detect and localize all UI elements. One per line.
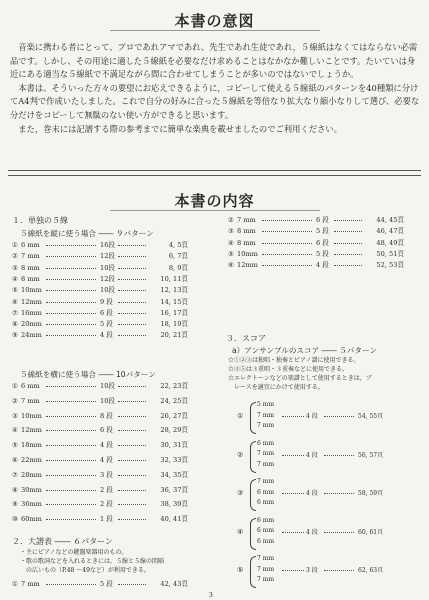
row-page-ref: 24, 25頁 <box>160 396 188 405</box>
leader-dots <box>46 504 96 505</box>
brace-staff-size: 7 mm <box>257 411 275 419</box>
content-row <box>12 330 187 340</box>
content-row <box>12 251 187 261</box>
intro-paragraph: また，巻末には記譜する際の参考までに簡単な楽典を載せましたのでご利用ください。 <box>18 123 342 134</box>
row-staff-count: 12段 <box>100 252 115 261</box>
row-staff-size: 8 mm <box>237 227 256 236</box>
row-number: ⑥ <box>228 261 234 270</box>
brace-number: ④ <box>237 527 244 536</box>
divider <box>8 170 421 171</box>
row-page-ref: 10, 11頁 <box>160 274 188 283</box>
content-row <box>12 579 187 589</box>
row-page-ref: 12, 13頁 <box>160 286 188 295</box>
row-page-ref: 42, 43頁 <box>160 580 188 588</box>
brace-staff-size: 6 mm <box>257 439 275 447</box>
row-staff-size: 18mm <box>21 441 42 450</box>
leader-dots <box>118 460 146 461</box>
section-3-sub-heading: a）アンサンブルのスコア ―― ５パターン <box>232 346 378 355</box>
leader-dots <box>262 220 312 221</box>
brace-staff-size: 6 mm <box>257 516 275 524</box>
leader-dots <box>118 256 146 257</box>
group-a-label: ５線紙を縦に使う場合 ―― ９パターン <box>20 229 154 238</box>
row-number: ⑤ <box>12 441 18 450</box>
leader-dots <box>46 335 96 336</box>
brace-staff-count: 4 段 <box>306 451 318 459</box>
brace-bracket <box>250 518 256 550</box>
row-page-ref: 40, 41頁 <box>160 515 188 524</box>
row-staff-size: 7 mm <box>21 396 40 405</box>
row-page-ref: 34, 35頁 <box>160 470 188 479</box>
section-3-heading: ３．スコア <box>226 334 266 343</box>
brace-page-ref: 54, 55頁 <box>358 413 384 420</box>
section-3-note: レースを適宜にかけて使用する。 <box>228 384 324 391</box>
row-staff-count: 5 段 <box>100 320 113 329</box>
leader-dots <box>334 220 362 221</box>
row-staff-size: 20mm <box>21 320 42 329</box>
intro-title-rule <box>110 30 320 31</box>
content-row <box>228 260 403 270</box>
brace-staff-count: 4 段 <box>306 413 318 420</box>
row-page-ref: 8, 9頁 <box>168 263 188 272</box>
leader-dots <box>324 455 354 456</box>
row-staff-count: 4 段 <box>316 261 329 270</box>
group-b-label: ５線紙を横に使う場合 ―― 10パターン <box>20 370 156 379</box>
row-page-ref: 50, 51頁 <box>376 249 404 258</box>
intro-title: 本書の意図 <box>174 12 255 30</box>
leader-dots <box>46 245 96 246</box>
row-number: ④ <box>228 238 234 247</box>
intro-paragraph: 本書は、そういった方々の要望にお応えできるように，コピーして使える５線紙のパターンを40種類に分けてA4判で作成いたしました。これで自分の好みに合った５線紙を等倍なり拡大なり縮小なりして選び、必要な分だけをコピーして無駄のない使い方ができると思います。 <box>10 82 420 120</box>
leader-dots <box>118 430 146 431</box>
leader-dots <box>262 231 312 232</box>
row-page-ref: 6, 7頁 <box>168 252 188 261</box>
row-staff-size: 8 mm <box>21 263 40 272</box>
row-number: ④ <box>12 274 18 283</box>
brace-staff-size: 7 mm <box>257 422 275 429</box>
row-staff-count: 5 段 <box>100 580 113 588</box>
section-2-note: ・歌の歌詞などを入れるときには，５線と５線の間隔 <box>20 558 165 565</box>
brace-staff-size: 7 mm <box>257 576 275 583</box>
leader-dots <box>324 493 354 494</box>
row-number: ② <box>12 396 18 405</box>
leader-dots <box>46 279 96 280</box>
row-staff-count: 12段 <box>100 274 115 283</box>
leader-dots <box>46 386 96 387</box>
leader-dots <box>46 401 96 402</box>
content-row <box>12 411 187 421</box>
row-page-ref: 22, 23頁 <box>160 382 188 390</box>
leader-dots <box>118 313 146 314</box>
section-3-note: ☆エレクトーンなどの楽譜として使用するときは，ブ <box>228 375 372 382</box>
row-staff-size: 7 mm <box>21 580 40 588</box>
content-row <box>12 396 187 406</box>
row-page-ref: 44, 45頁 <box>376 216 404 224</box>
brace-staff-size: 5 mm <box>257 401 275 408</box>
content-row <box>12 285 187 295</box>
content-row <box>12 440 187 450</box>
row-number: ⑦ <box>12 308 18 317</box>
leader-dots <box>118 445 146 446</box>
row-number: ⑨ <box>12 331 18 340</box>
leader-dots <box>46 430 96 431</box>
leader-dots <box>334 265 362 266</box>
section-2-note: ・主にピアノなどの鍵盤楽器用のもの。 <box>20 549 128 556</box>
row-page-ref: 14, 15頁 <box>160 297 188 306</box>
intro-paragraph: 音楽に携わる者にとって、プロであれアマであれ、先生であれ生徒であれ，５線紙はなくてはならない必需品です。しかし、その用途に適した５線紙を必要なだけ求めることはなかなか難しいことです。たいていは身近にある適当な５線紙で不満足ながら間に合わせてしまうことが多いのではないでしょうか。 <box>10 42 418 80</box>
page-number: 3 <box>209 592 213 599</box>
row-number: ④ <box>12 426 18 435</box>
row-staff-count: 9 段 <box>100 297 113 306</box>
brace-bracket <box>250 402 256 434</box>
leader-dots <box>282 570 304 571</box>
leader-dots <box>46 460 96 461</box>
row-number: ① <box>12 580 18 588</box>
leader-dots <box>118 268 146 269</box>
row-staff-count: 6 段 <box>316 238 329 247</box>
leader-dots <box>334 254 362 255</box>
row-staff-count: 16段 <box>100 241 115 249</box>
content-row <box>228 238 403 248</box>
brace-staff-size: 7 mm <box>257 565 275 573</box>
row-staff-size: 10mm <box>21 411 42 420</box>
leader-dots <box>118 416 146 417</box>
row-page-ref: 16, 17頁 <box>160 308 188 317</box>
row-staff-size: 8 mm <box>237 238 256 247</box>
row-staff-size: 7 mm <box>21 252 40 261</box>
row-staff-size: 22mm <box>21 456 42 464</box>
leader-dots <box>46 324 96 325</box>
content-row <box>12 485 187 495</box>
brace-page-ref: 62, 63頁 <box>358 567 384 574</box>
brace-staff-size: 6 mm <box>257 499 275 506</box>
row-number: ③ <box>12 411 18 420</box>
section-2-note: の広いもの（P.48 ～49など）が利用できる。 <box>20 567 150 574</box>
row-number: ⑥ <box>12 297 18 306</box>
leader-dots <box>262 254 312 255</box>
brace-page-ref: 58, 59頁 <box>358 490 384 497</box>
row-staff-count: 10段 <box>100 396 115 405</box>
row-number: ⑧ <box>12 320 18 329</box>
content-row <box>12 319 187 329</box>
row-number: ⑤ <box>228 249 234 258</box>
row-page-ref: 46, 47頁 <box>376 227 404 236</box>
row-number: ① <box>12 241 18 249</box>
leader-dots <box>118 584 146 585</box>
leader-dots <box>46 475 96 476</box>
row-staff-count: 2 段 <box>100 485 113 494</box>
leader-dots <box>46 584 96 585</box>
row-staff-size: 24mm <box>21 331 42 340</box>
leader-dots <box>334 243 362 244</box>
row-staff-count: 2 段 <box>100 500 113 509</box>
row-staff-size: 36mm <box>21 500 42 509</box>
row-staff-count: 4 段 <box>100 441 113 450</box>
divider <box>8 175 421 176</box>
brace-staff-size: 6 mm <box>257 488 275 496</box>
row-staff-count: 3 段 <box>100 470 113 479</box>
row-staff-count: 10段 <box>100 286 115 295</box>
brace-bracket <box>250 441 256 473</box>
leader-dots <box>324 532 354 533</box>
row-number: ③ <box>12 263 18 272</box>
row-page-ref: 28, 29頁 <box>160 426 188 435</box>
leader-dots <box>324 570 354 571</box>
leader-dots <box>46 519 96 520</box>
brace-page-ref: 56, 57頁 <box>358 451 384 459</box>
row-page-ref: 18, 19頁 <box>160 320 188 329</box>
content-row <box>12 308 187 318</box>
content-row <box>12 470 187 480</box>
brace-number: ② <box>237 450 244 459</box>
content-row <box>12 263 187 273</box>
intro-body <box>10 41 420 136</box>
content-row <box>12 455 187 465</box>
leader-dots <box>118 302 146 303</box>
row-page-ref: 48, 49頁 <box>376 238 404 247</box>
row-staff-count: 10段 <box>100 382 115 390</box>
row-page-ref: 20, 21頁 <box>160 331 188 340</box>
brace-number: ① <box>237 412 244 420</box>
row-staff-size: 8 mm <box>21 274 40 283</box>
leader-dots <box>118 475 146 476</box>
row-staff-size: 28mm <box>21 470 42 479</box>
leader-dots <box>282 455 304 456</box>
brace-staff-size: 6 mm <box>257 527 275 534</box>
leader-dots <box>282 532 304 533</box>
row-staff-size: 10mm <box>237 249 258 258</box>
leader-dots <box>118 324 146 325</box>
row-number: ② <box>12 252 18 261</box>
brace-number: ⑤ <box>237 566 244 574</box>
section-3-note: ☆①②③は独唱・独奏とピアノ譜に使用できる。 <box>228 357 360 364</box>
row-number: ⑩ <box>12 515 18 524</box>
leader-dots <box>118 290 146 291</box>
row-staff-count: 8 段 <box>100 411 113 420</box>
row-number: ⑤ <box>12 286 18 295</box>
leader-dots <box>46 256 96 257</box>
leader-dots <box>118 504 146 505</box>
brace-staff-size: 7 mm <box>257 450 275 457</box>
content-row <box>228 249 403 259</box>
leader-dots <box>324 416 354 417</box>
row-staff-size: 6 mm <box>21 241 40 249</box>
row-page-ref: 30, 31頁 <box>160 441 188 450</box>
content-row <box>12 425 187 435</box>
leader-dots <box>118 386 146 387</box>
brace-staff-size: 6 mm <box>257 537 275 545</box>
leader-dots <box>262 243 312 244</box>
row-staff-size: 10mm <box>21 286 42 295</box>
content-row <box>228 215 403 225</box>
leader-dots <box>46 302 96 303</box>
row-page-ref: 36, 37頁 <box>160 485 188 494</box>
contents-title: 本書の内容 <box>174 192 255 210</box>
row-staff-size: 60mm <box>21 515 42 524</box>
leader-dots <box>118 279 146 280</box>
brace-staff-size: 7 mm <box>257 555 275 562</box>
row-number: ⑨ <box>12 500 18 509</box>
row-page-ref: 52, 53頁 <box>376 261 404 270</box>
row-staff-size: 12mm <box>237 261 258 270</box>
leader-dots <box>334 231 362 232</box>
leader-dots <box>262 265 312 266</box>
section-1-heading: １．単独の５線 <box>12 216 68 225</box>
row-staff-count: 10段 <box>100 263 115 272</box>
leader-dots <box>46 490 96 491</box>
content-row <box>12 514 187 524</box>
brace-bracket <box>250 479 256 511</box>
row-staff-count: 6 段 <box>316 216 329 224</box>
row-number: ⑧ <box>12 485 18 494</box>
row-staff-size: 16mm <box>21 308 42 317</box>
brace-staff-size: 7 mm <box>257 478 275 485</box>
leader-dots <box>46 313 96 314</box>
row-staff-count: 5 段 <box>316 227 329 236</box>
content-row <box>228 226 403 236</box>
row-page-ref: 38, 39頁 <box>160 500 188 509</box>
contents-title-rule <box>110 210 320 211</box>
section-3-note: ☆④⑤は３重唱・３重奏などに使用できる。 <box>228 366 349 373</box>
row-page-ref: 4, 5頁 <box>168 241 188 249</box>
row-page-ref: 32, 33頁 <box>160 456 188 464</box>
content-row <box>12 297 187 307</box>
row-staff-size: 30mm <box>21 485 42 494</box>
row-staff-size: 7 mm <box>237 216 256 224</box>
row-staff-count: 1 段 <box>100 515 113 524</box>
leader-dots <box>118 401 146 402</box>
row-number: ⑦ <box>12 470 18 479</box>
leader-dots <box>46 290 96 291</box>
brace-bracket <box>250 556 256 588</box>
leader-dots <box>46 268 96 269</box>
row-number: ⑥ <box>12 456 18 464</box>
row-number: ② <box>228 216 234 224</box>
row-staff-count: 4 段 <box>100 456 113 464</box>
row-staff-size: 12mm <box>21 426 42 435</box>
row-page-ref: 26, 27頁 <box>160 411 188 420</box>
content-row <box>12 381 187 391</box>
brace-page-ref: 60, 61頁 <box>358 528 384 536</box>
brace-staff-count: 4 段 <box>306 490 318 497</box>
content-row <box>12 240 187 250</box>
brace-staff-count: 4 段 <box>306 528 318 536</box>
leader-dots <box>282 416 304 417</box>
section-2-heading: ２．大譜表 ―― ６パターン <box>12 537 113 546</box>
row-number: ① <box>12 382 18 390</box>
row-staff-count: 6 段 <box>100 426 113 435</box>
leader-dots <box>282 493 304 494</box>
brace-staff-count: 3 段 <box>306 567 318 574</box>
brace-staff-size: 7 mm <box>257 460 275 468</box>
row-staff-count: 5 段 <box>316 249 329 258</box>
content-row <box>12 499 187 509</box>
leader-dots <box>118 490 146 491</box>
leader-dots <box>46 445 96 446</box>
row-staff-size: 12mm <box>21 297 42 306</box>
brace-number: ③ <box>237 489 244 497</box>
row-staff-count: 4 段 <box>100 331 113 340</box>
row-staff-size: 6 mm <box>21 382 40 390</box>
row-staff-count: 6 段 <box>100 308 113 317</box>
leader-dots <box>118 245 146 246</box>
content-row <box>12 274 187 284</box>
leader-dots <box>46 416 96 417</box>
leader-dots <box>118 519 146 520</box>
row-number: ③ <box>228 227 234 236</box>
leader-dots <box>118 335 146 336</box>
